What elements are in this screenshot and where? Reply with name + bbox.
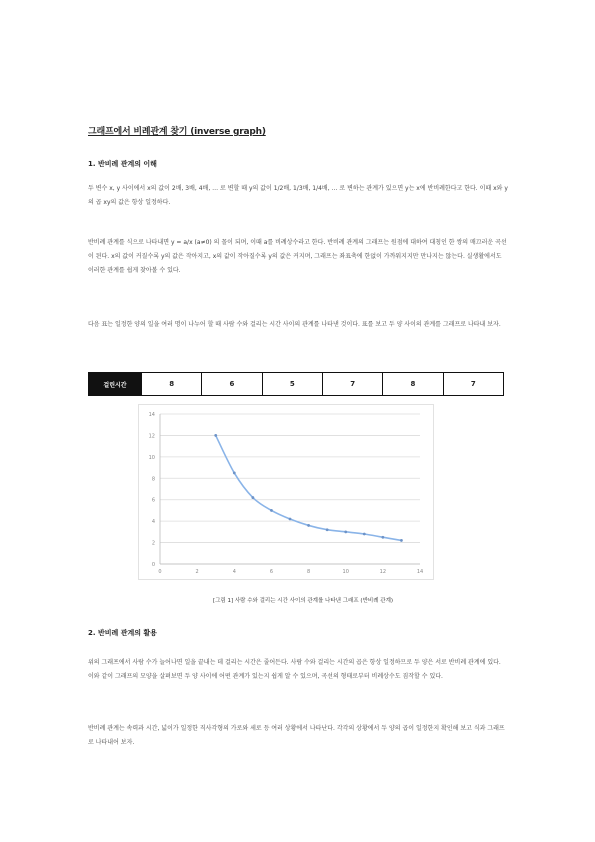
y-tick-label: 12: [148, 433, 155, 440]
x-tick-label: 6: [269, 569, 274, 575]
data-point: [307, 524, 310, 527]
y-tick-label: 10: [148, 454, 155, 461]
data-point: [233, 472, 236, 475]
data-point: [251, 496, 254, 499]
data-point: [344, 530, 347, 533]
inverse-graph-chart: [138, 404, 434, 580]
data-point: [381, 536, 384, 539]
paragraph-2-1: 위의 그래프에서 사람 수가 늘어나면 일을 끝내는 데 걸리는 시간은 줄어든다. 사람 수와 걸리는 시간의 곱은 항상 일정하므로 두 양은 서로 반비례 관계에 있다. 이와 같이 그래프의 모양을 살펴보면 두 양 사이에 어떤 관계가 있는지 쉽게 알 수 있으며, 곡선의 형태로부터 비례상수도 짐작할 수 있다.: [88, 659, 501, 680]
x-tick-label: 2: [195, 569, 199, 575]
chart-svg: [138, 404, 434, 580]
paragraph-1-1: 두 변수 x, y 사이에서 x의 값이 2배, 3배, 4배, … 로 변할 때 y의 값이 1/2배, 1/3배, 1/4배, … 로 변하는 관계가 있으면 y는 x에 반비례한다고 한다. 이때 x와 y의 곱 xy의 값은 항상 일정하다.: [88, 185, 508, 206]
data-table: [88, 372, 504, 396]
x-tick-label: 0: [158, 569, 162, 575]
table-cell: 7: [443, 373, 503, 396]
section-heading-1: 1. 반비례 관계의 이해: [88, 160, 157, 168]
x-tick-label: 14: [416, 569, 424, 575]
table-cell: 6: [202, 373, 262, 396]
y-tick-label: 14: [148, 412, 155, 418]
table-cell: 8: [142, 373, 202, 396]
document-title: 그래프에서 비례관계 찾기 (inverse graph): [88, 127, 266, 137]
paragraph-1-3: 다음 표는 일정한 양의 일을 여러 명이 나누어 할 때 사람 수와 걸리는 시간 사이의 관계를 나타낸 것이다. 표를 보고 두 양 사이의 관계를 그래프로 나타내 보자.: [88, 321, 501, 328]
data-point: [289, 518, 292, 521]
paragraph-1-2: 반비례 관계를 식으로 나타내면 y = a/x (a≠0) 의 꼴이 되며, 이때 a를 비례상수라고 한다. 반비례 관계의 그래프는 원점에 대하여 대칭인 한 쌍의 매끄러운 곡선이 된다. x의 값이 커질수록 y의 값은 작아지고, x의 값이 작아질수록 y의 값은 커지며, 그래프는 좌표축에 한없이 가까워지지만 만나지는 않는다. 실생활에서도 이러한 관계를 쉽게 찾아볼 수 있다.: [88, 239, 507, 274]
y-tick-label: 2: [151, 540, 155, 547]
x-tick-label: 8: [306, 569, 311, 575]
section-heading-2: 2. 반비례 관계의 활용: [88, 629, 157, 637]
x-tick-label: 12: [379, 569, 387, 575]
table-row: [89, 373, 504, 396]
figure-caption: [그림 1] 사람 수와 걸리는 시간 사이의 관계를 나타낸 그래프 (반비례 관계): [212, 598, 394, 604]
y-tick-label: 0: [151, 562, 155, 568]
y-tick-label: 8: [151, 476, 155, 483]
data-point: [326, 528, 329, 531]
data-point: [270, 509, 273, 512]
data-point: [214, 434, 217, 437]
table-header-cell: 걸린시간: [89, 373, 142, 396]
table-cell: 7: [322, 373, 382, 396]
y-tick-label: 6: [151, 497, 155, 504]
table-cell: 8: [383, 373, 443, 396]
x-tick-label: 10: [342, 569, 349, 575]
data-point: [400, 539, 403, 542]
data-point: [363, 533, 366, 536]
chart-frame: [139, 405, 434, 580]
x-tick-label: 4: [232, 569, 236, 575]
table-cell: 5: [262, 373, 322, 396]
y-tick-label: 4: [151, 519, 155, 526]
paragraph-2-2: 반비례 관계는 속력과 시간, 넓이가 일정한 직사각형의 가로와 세로 등 여러 상황에서 나타난다. 각각의 상황에서 두 양의 곱이 일정한지 확인해 보고 식과 그래프로 나타내어 보자.: [88, 725, 505, 746]
